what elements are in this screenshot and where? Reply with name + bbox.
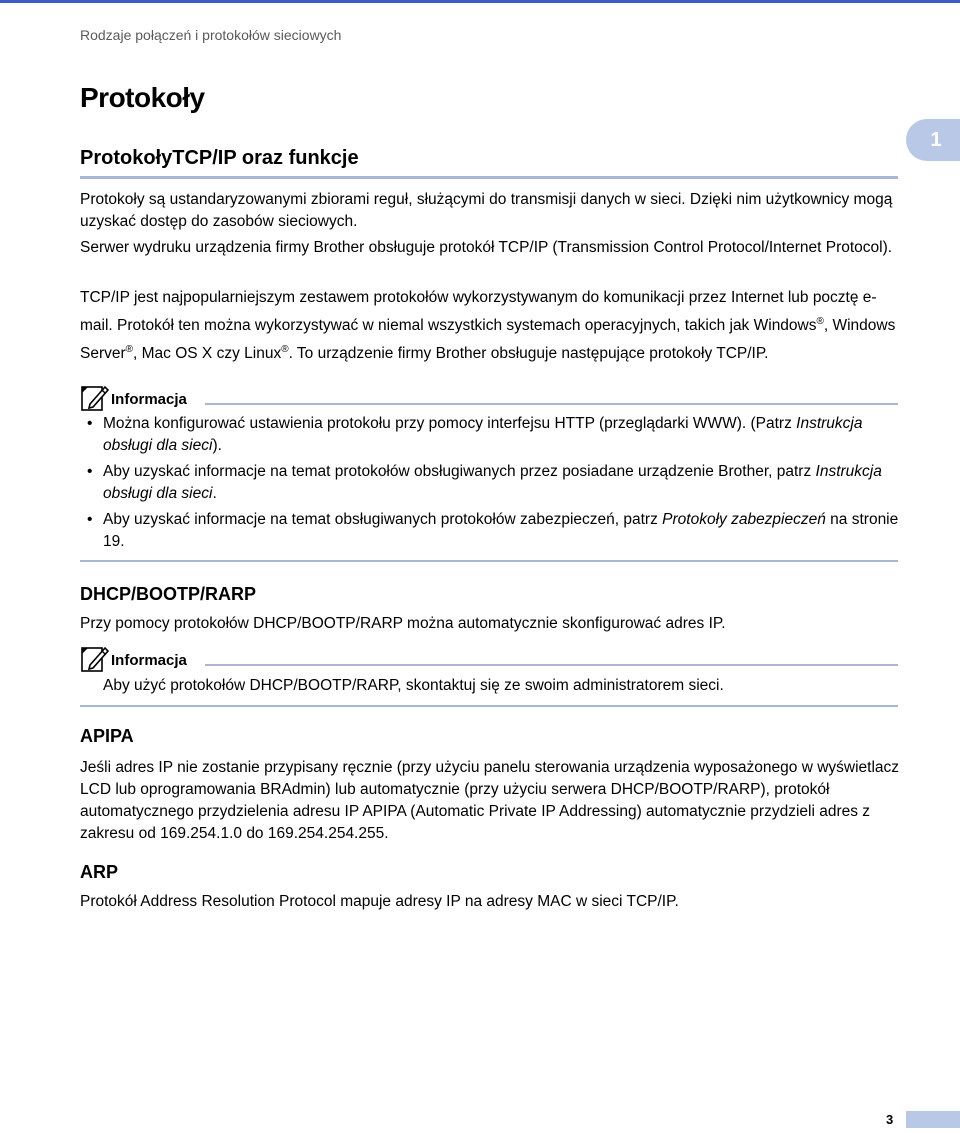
arp-heading: ARP (80, 862, 119, 882)
note-pencil-icon (80, 384, 110, 412)
page-title: Protokoły (80, 82, 205, 113)
chapter-tab: 1 (906, 119, 960, 161)
top-rule (0, 0, 960, 3)
arp-paragraph: Protokół Address Resolution Protocol mapuje adresy IP na adresy MAC w sieci TCP/IP. (80, 893, 679, 910)
bullet-icon: • (87, 415, 93, 432)
protokoly-zabezpieczen-link[interactable]: Protokoły zabezpieczeń (662, 511, 826, 528)
note-title: Informacja (111, 391, 187, 408)
note-rule (80, 705, 898, 707)
apipa-paragraph: Jeśli adres IP nie zostanie przypisany ręcznie (przy użyciu panelu sterowania urządzenia wyposażonego w wyświetlacz LCD lub oprogramowania BRAdmin) lub automatycznie (przy użyciu serwera DHCP/BOOTP/RARP), protokół automatycznego przydzielenia adresu IP APIPA (Automatic Private IP Addressing) automatycznie przydzieli adres z zakresu od 169.254.1.0 do 169.254.254.255. (80, 759, 900, 842)
page-tab (906, 1111, 960, 1128)
tcpip-paragraph: TCP/IP jest najpopularniejszym zestawem protokołów wykorzystywanym do komunikacji przez Internet lub pocztę e-mail. Protokół ten można wykorzystywać w niemal wszystkich systemach operacyjnych, takich jak Windows®, Windows Server®, Mac OS X czy Linux®. To urządzenie firmy Brother obsługuje następujące protokoły TCP/IP. (80, 289, 896, 363)
note-rule (205, 403, 898, 405)
note-title: Informacja (111, 652, 187, 669)
dhcp-paragraph: Przy pomocy protokołów DHCP/BOOTP/RARP można automatycznie skonfigurować adres IP. (80, 615, 726, 632)
note-pencil-icon (80, 645, 110, 673)
list-item: • Aby uzyskać informacje na temat protokołów obsługiwanych przez posiadane urządzenie Brother, patrz Instrukcja obsługi dla sieci. (87, 463, 882, 502)
note-bullet-list (80, 413, 900, 557)
intro-paragraph: Protokoły są ustandaryzowanymi zbiorami reguł, służącymi do transmisji danych w sieci. Dzięki nim użytkownicy mogą uzyskać dostęp do zasobów sieciowych. (80, 191, 893, 230)
apipa-heading: APIPA (80, 726, 134, 746)
server-paragraph: Serwer wydruku urządzenia firmy Brother obsługuje protokół TCP/IP (Transmission Control Protocol/Internet Protocol). (80, 239, 893, 256)
dhcp-heading: DHCP/BOOTP/RARP (80, 584, 257, 604)
note-text: Aby użyć protokołów DHCP/BOOTP/RARP, skontaktuj się ze swoim administratorem sieci. (103, 677, 724, 694)
page-number: 3 (886, 1112, 894, 1127)
note-rule (205, 664, 898, 666)
note-rule (80, 560, 898, 562)
running-header: Rodzaje połączeń i protokołów sieciowych (80, 27, 342, 43)
bullet-icon: • (87, 511, 93, 528)
list-item: • Aby uzyskać informacje na temat obsługiwanych protokołów zabezpieczeń, patrz Protokoły zabezpieczeń na stronie 19. (87, 511, 899, 550)
section-title: ProtokołyTCP/IP oraz funkcje (80, 147, 359, 169)
bullet-icon: • (87, 463, 93, 480)
list-item: • Można konfigurować ustawienia protokołu przy pomocy interfejsu HTTP (przeglądarki WWW). (Patrz Instrukcja obsługi dla sieci). (87, 415, 863, 454)
section-rule (80, 176, 898, 179)
